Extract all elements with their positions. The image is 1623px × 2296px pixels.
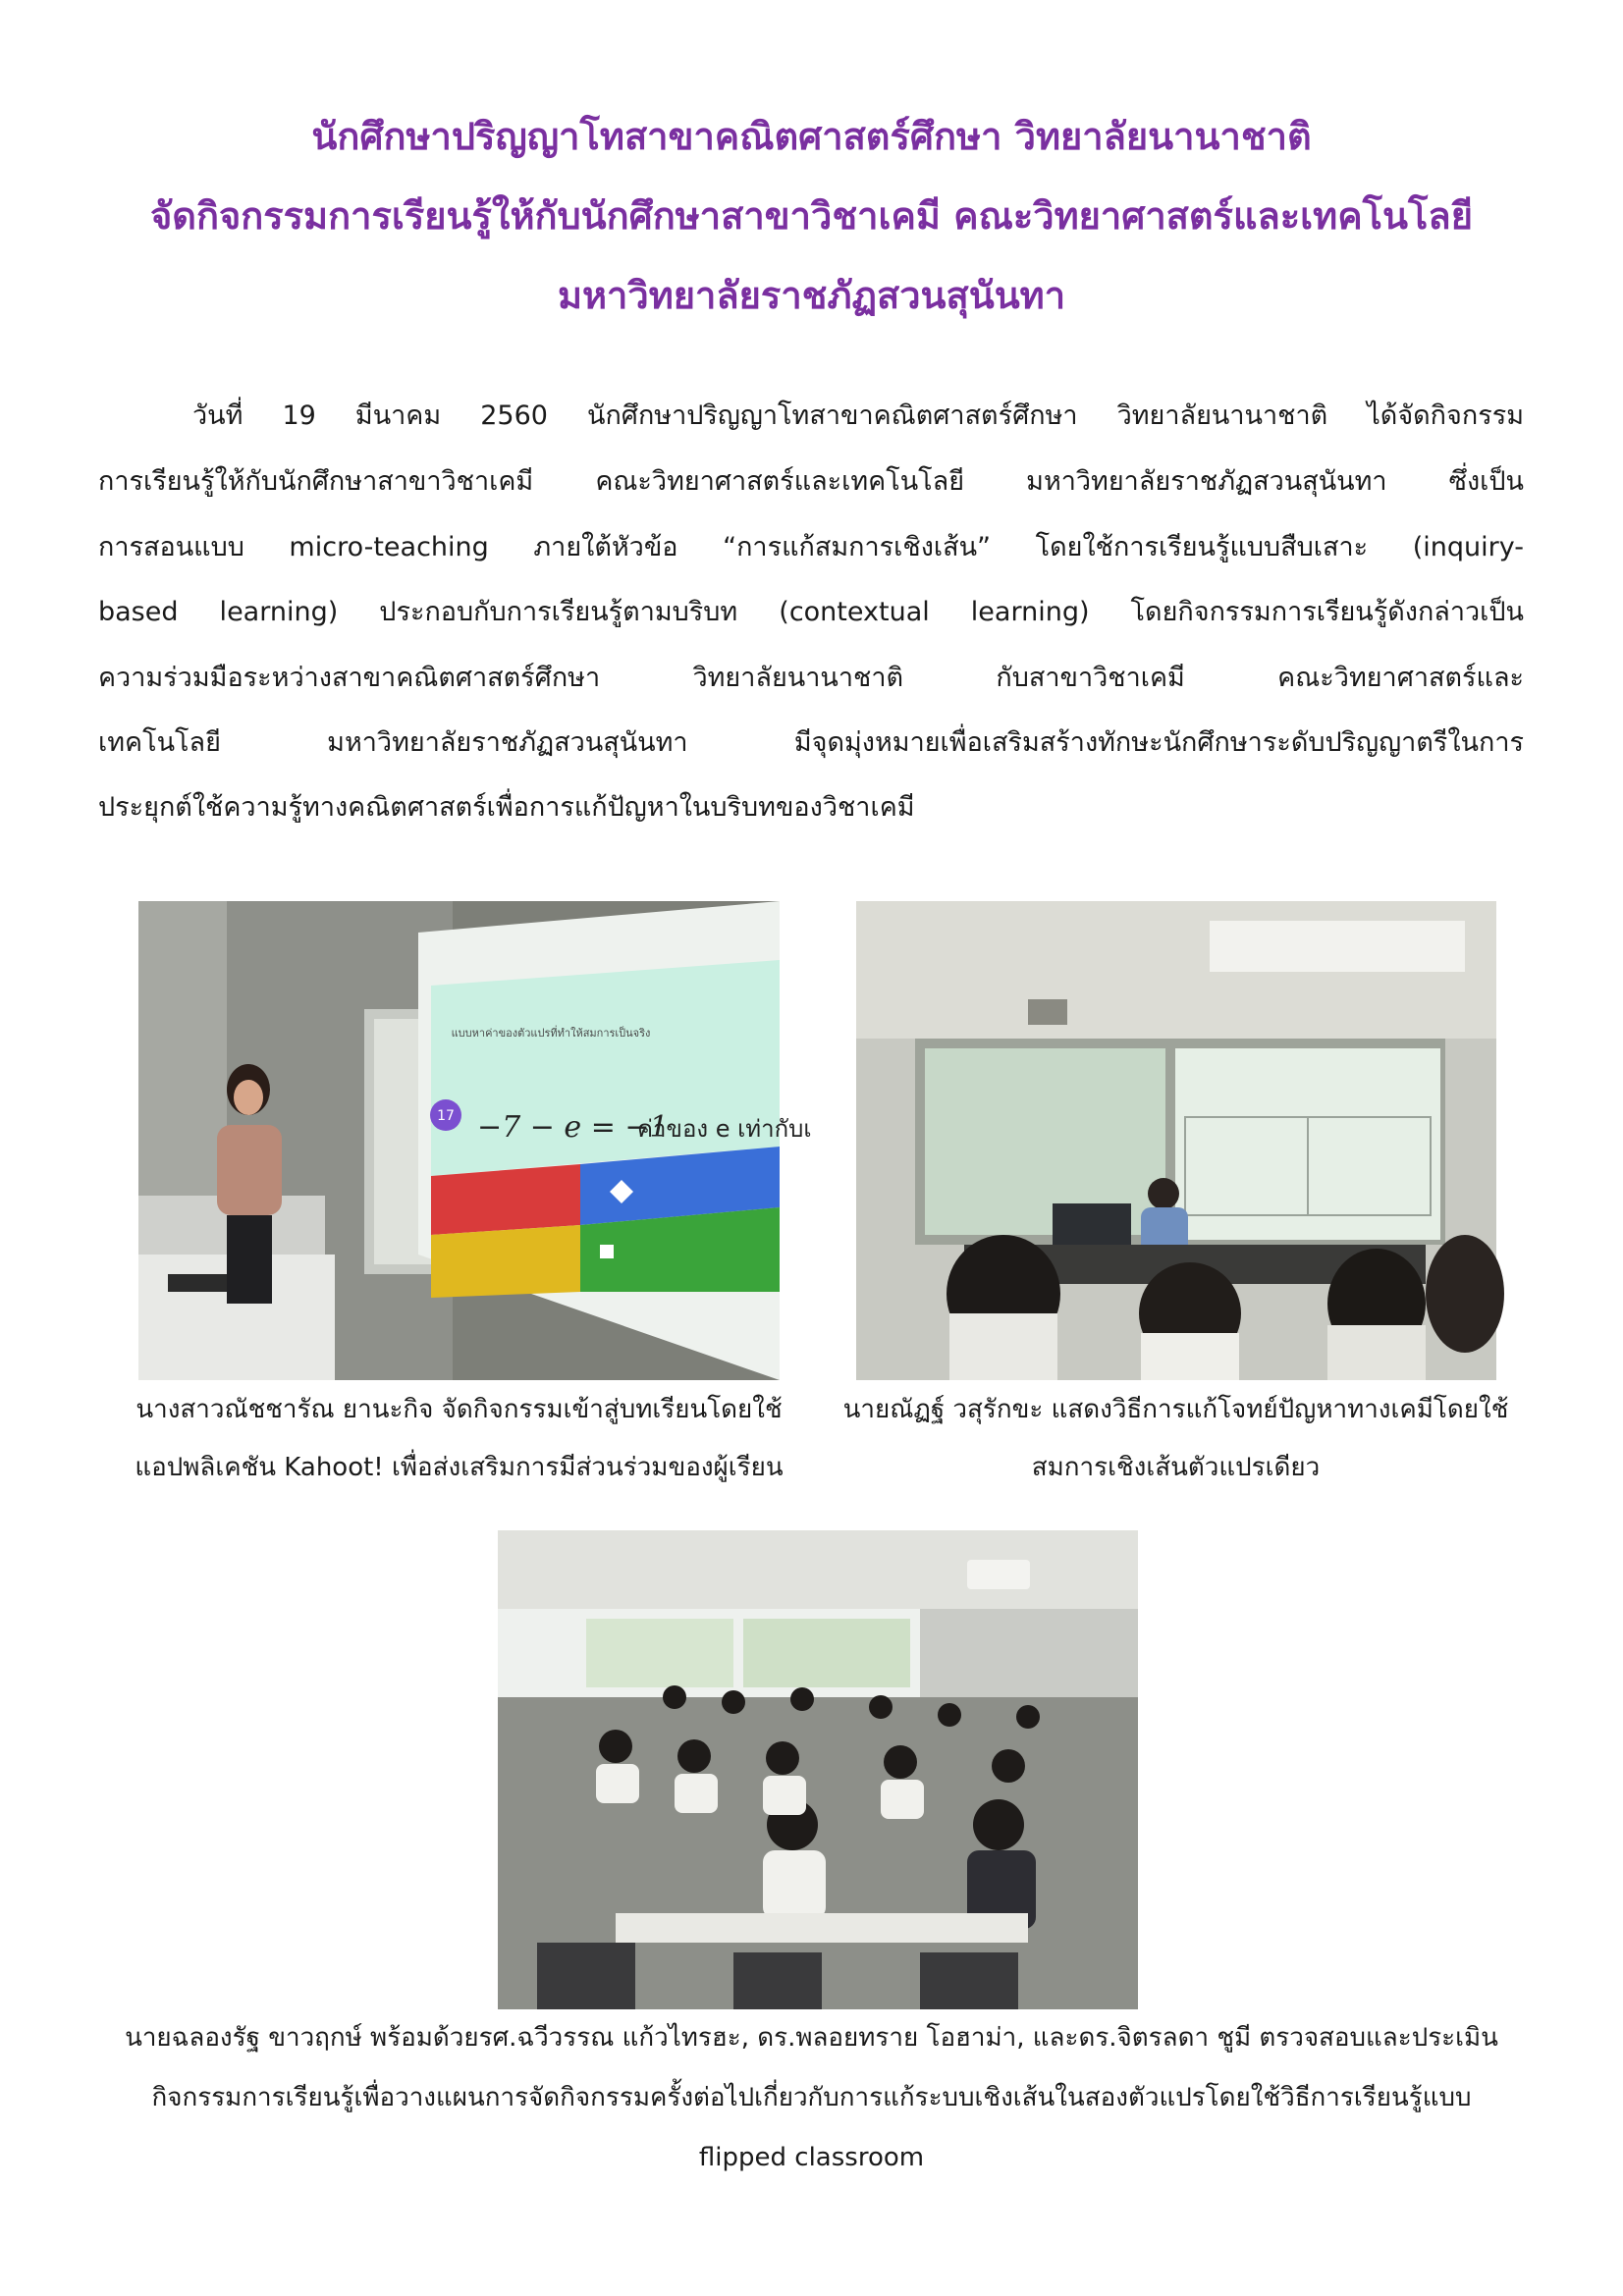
- slide-title: แบบหาค่าของตัวแปรที่ทำให้สมการเป็นจริง: [451, 1027, 651, 1040]
- question-number: 17: [437, 1108, 455, 1124]
- paragraph-line-2: การเรียนรู้ให้กับนักศึกษาสาขาวิชาเคมี คณะวิทยาศาสตร์และเทคโนโลยี มหาวิทยาลัยราชภัฏสวนสุนันทา ซึ่งเป็น: [98, 466, 1524, 497]
- caption-photo-2-line-2: สมการเชิงเส้นตัวแปรเดียว: [1031, 1453, 1321, 1482]
- paragraph-line-3: การสอนแบบ micro-teaching ภายใต้หัวข้อ “การแก้สมการเชิงเส้น” โดยใช้การเรียนรู้แบบสืบเสาะ (inquiry-: [98, 532, 1524, 562]
- caption-photo-3-line-3: flipped classroom: [698, 2143, 925, 2172]
- paragraph-line-1: วันที่ 19 มีนาคม 2560 นักศึกษาปริญญาโทสาขาคณิตศาสตร์ศึกษา วิทยาลัยนานาชาติ ได้จัดกิจกรรม: [192, 400, 1524, 431]
- caption-photo-1-line-2: แอปพลิเคชัน Kahoot! เพื่อส่งเสริมการมีส่วนร่วมของผู้เรียน: [135, 1453, 784, 1482]
- caption-photo-3-line-2: กิจกรรมการเรียนรู้เพื่อวางแผนการจัดกิจกรรมครั้งต่อไปเกี่ยวกับการแก้ระบบเชิงเส้นในสองตัวแปรโดยใช้วิธีการเรียนรู้แบบ: [151, 2083, 1472, 2112]
- caption-photo-2-line-1: นายณัฏฐ์ วสุรักขะ แสดงวิธีการแก้โจทย์ปัญหาทางเคมีโดยใช้: [842, 1395, 1509, 1424]
- photo-students-classroom: [498, 1530, 1138, 2009]
- slide-question: ค่าของ e เท่ากับเ: [637, 1115, 812, 1143]
- photo-kahoot-class: [138, 901, 812, 1380]
- heading-line-2: จัดกิจกรรมการเรียนรู้ให้กับนักศึกษาสาขาวิชาเคมี คณะวิทยาศาสตร์และเทคโนโลยี: [150, 194, 1473, 238]
- paragraph-line-4: based learning) ประกอบกับการเรียนรู้ตามบริบท (contextual learning) โดยกิจกรรมการเรียนรู้ดังกล่าวเป็น: [98, 597, 1524, 627]
- paragraph-line-6: เทคโนโลยี มหาวิทยาลัยราชภัฏสวนสุนันทา มีจุดมุ่งหมายเพื่อเสริมสร้างทักษะนักศึกษาระดับปริญญาตรีในการ: [98, 727, 1524, 758]
- caption-photo-3-line-1: นายฉลองรัฐ ขาวฤกษ์ พร้อมด้วยรศ.ฉวีวรรณ แก้วไทรฮะ, ดร.พลอยทราย โอฮาม่า, และดร.จิตรลดา ชูมี ตรวจสอบและประเมิน: [125, 2023, 1498, 2053]
- heading-line-3: มหาวิทยาลัยราชภัฏสวนสุนันทา: [557, 274, 1066, 317]
- paragraph-line-7: ประยุกต์ใช้ความรู้ทางคณิตศาสตร์เพื่อการแก้ปัญหาในบริบทของวิชาเคมี: [98, 792, 915, 823]
- heading-line-1: นักศึกษาปริญญาโทสาขาคณิตศาสตร์ศึกษา วิทยาลัยนานาชาติ: [311, 115, 1312, 158]
- slide-equation: −7 − e = −1: [477, 1110, 669, 1145]
- photo-board-demo: [856, 901, 1496, 1380]
- paragraph-line-5: ความร่วมมือระหว่างสาขาคณิตศาสตร์ศึกษา วิทยาลัยนานาชาติ กับสาขาวิชาเคมี คณะวิทยาศาสตร์และ: [98, 663, 1524, 693]
- caption-photo-1-line-1: นางสาวณัชชารัณ ยานะกิจ จัดกิจกรรมเข้าสู่บทเรียนโดยใช้: [135, 1395, 783, 1424]
